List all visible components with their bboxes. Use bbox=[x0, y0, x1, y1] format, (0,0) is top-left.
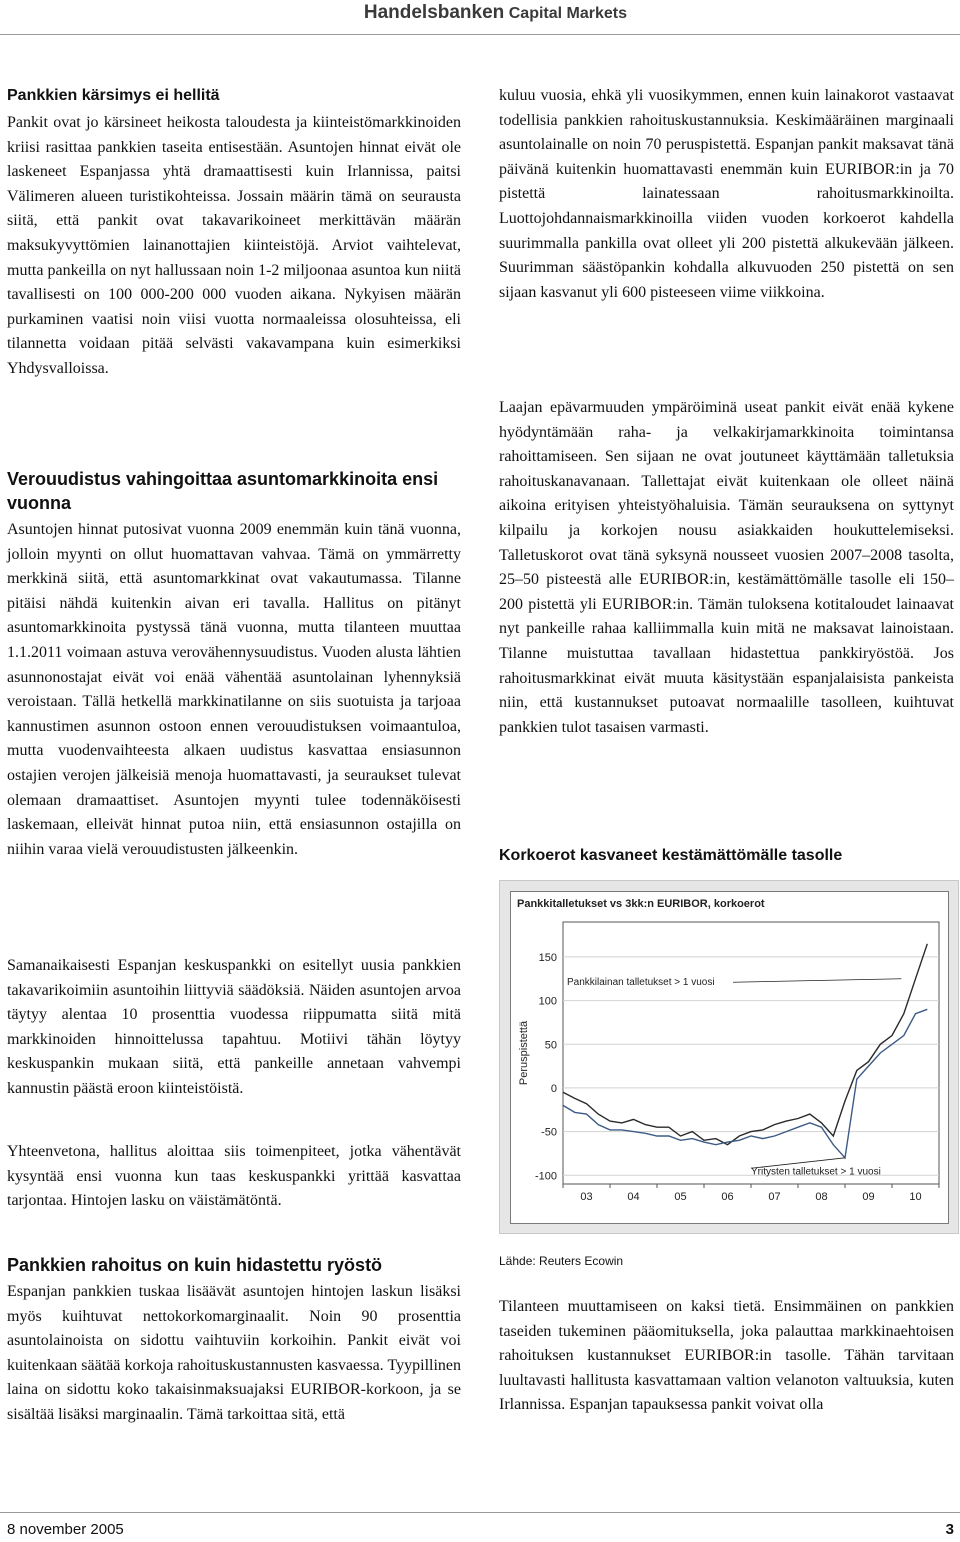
section-heading-banks-suffering: Pankkien kärsimys ei hellitä bbox=[7, 87, 220, 104]
y-axis-label: Peruspistettä bbox=[518, 1020, 530, 1086]
brand-unit: Capital Markets bbox=[508, 5, 627, 22]
paragraph-funding-continued: kuluu vuosia, ehkä yli vuosikymmen, ennen kuin lainakorot vastaavat todellisia pankkien rahoituskustannuksia. Keskimääräinen marginaali asuntolainalle on noin 70 peruspistettä. Espanjan pankit maksavat tänä päivänä kuitenkin huomattavasti enemmän kuin EURIBOR:in ja 70 pistettä lainatessaan rahoitusmarkkinoilta. Luottojohdannaismarkkinoilla viiden vuoden korkoerot kahdella suurimmalla pankilla ovat olleet yli 200 pistettä alkukevään jälkeen. Suurimman säästöpankin kohdalla alkuvuoden 250 pistettä on sen sijaan kasvanut yli 600 pisteeseen viime viikkoina. bbox=[499, 87, 954, 301]
paragraph-central-bank-rules: Samanaikaisesti Espanjan keskuspankki on esitellyt uusia pankkien takavarikoimiin asuntoihin liittyviä säädöksiä. Näiden asuntojen arvoa täytyy alentaa 10 prosenttia vuodessa riippumatta siitä mitä markkinoiden hinnoittelussa tapahtuu. Motiivi tähän löytyy keskuspankin mukaan siitä, että pankeille annetaan vahvempi kannustin päästä eroon kiinteistöistä. bbox=[7, 957, 461, 1097]
x-tick-label: 09 bbox=[862, 1191, 875, 1203]
plot-area bbox=[563, 922, 939, 1184]
y-tick-label: -50 bbox=[541, 1126, 557, 1139]
paragraph-bank-funding: Espanjan pankkien tuskaa lisäävät asuntojen hintojen laskun lisäksi myös kuihtuvat nettokorkomarginaalit. Noin 90 prosenttia asuntolainoista on sidottu vaihtuviin korkoihin. Pankit eivät voi kuitenkaan säätää korkoja rahoituskustannusten kasvaessa. Tyypillinen laina on sidottu koko takaisinmaksuajaksi EURIBOR-korkoon, ja se sisältää lisäksi marginaalin. Tämä tarkoittaa sitä, että bbox=[7, 1283, 461, 1423]
paragraph-banks-suffering: Pankit ovat jo kärsineet heikosta taloudesta ja kiinteistömarkkinoiden kriisi rasittaa pankkien taseita entisestään. Asuntojen hinnat eivät ole laskeneet Espanjassa yhtä dramaattisesti kuin Irlannissa, paitsi Välimeren alueen turistikohteissa. Jossain määrin tämä on seurausta siitä, että pankit ovat takavarikoineet merkittävän määrän maksukyvyttömien lainanottajien kiinteistöjä. Arviot vaihtelevat, mutta pankeilla on nyt hallussaan noin 1-2 miljoonaa asuntoa kun niitä tavallisesti on 100 000-200 000 vuoden aikana. Nykyisen määrän purkaminen vaatisi noin viisi vuotta normaaleissa olosuhteissa, eli tilannetta voidaan pitää selvästi vakavampana kuin esimerkiksi Yhdysvalloissa. bbox=[7, 114, 461, 377]
paragraph-summary: Yhteenvetona, hallitus aloittaa siis toimenpiteet, jotka vähentävät kysyntää ensi vuonna kun taas keskuspankki yrittää kasvattaa tarjontaa. Hintojen lasku on väistämätöntä. bbox=[7, 1143, 461, 1210]
paragraph-deposit-competition: Laajan epävarmuuden ympäröiminä useat pankit eivät enää kykene hyödyntämään raha- ja velkakirjamarkkinoita toimintansa rahoittamiseen. Sen sijaan ne ovat joutuneet käyttämään talletuksia rahoituskanavanaan. Tallettajat eivät kuitenkaan ole olleet näinä aikoina erityisen yhteistyöhaluisia. Tämän seurauksena on syttynyt kilpailu ja korkojen nousu asiakkaiden houkuttelemiseksi. Talletuskorot ovat tänä syksynä nousseet vuosien 2007–2008 tasolta, 25–50 pisteestä alle EURIBOR:in, kestämättömälle tasolle eli 150–200 pistettä yli EURIBOR:in. Tämän tuloksena kotitaloudet lainaavat nyt pankeille rahaa kalliimmalla kuin mitä ne maksavat lainoistaan. Tilanne muistuttaa tavallaan hidastettua pankkiryöstöä. Jos rahoitusmarkkinat eivät muuta käsitystään espanjalaisista pankeista niin, että kustannukset putoavat normaalille tasolleen, kuihtuvat pankkien tulot tasaisen varmasti. bbox=[499, 399, 954, 736]
paragraph-solutions: Tilanteen muuttamiseen on kaksi tietä. Ensimmäinen on pankkien taseiden tukeminen pääomituksella, joka palauttaa markkinaehtoisen rahoituksen kustannukset EURIBOR:in tasolle. Tähän tarvitaan luultavasti hallitusta kasvattamaan valtion velanoton valtuuksia, kuten Irlannissa. Espanjan tapauksessa pankit voivat olla bbox=[499, 1298, 954, 1414]
section-heading-bank-funding: Pankkien rahoitus on kuin hidastettu ryöstö bbox=[7, 1255, 383, 1275]
chart-title: Pankkitalletukset vs 3kk:n EURIBOR, korkoerot bbox=[517, 898, 765, 910]
page-number: 3 bbox=[945, 1521, 954, 1538]
annotation-bank-deposits: Pankkilainan talletukset > 1 vuosi bbox=[567, 976, 715, 988]
y-tick-label: 150 bbox=[538, 951, 557, 964]
y-tick-label: 0 bbox=[550, 1082, 557, 1095]
y-tick-label: 100 bbox=[538, 995, 557, 1008]
x-tick-label: 08 bbox=[815, 1191, 828, 1203]
annotation-corporate-deposits: Yritysten talletukset > 1 vuosi bbox=[751, 1166, 881, 1178]
footer-divider bbox=[0, 1512, 960, 1513]
section-heading-tax-reform: Verouudistus vahingoittaa asuntomarkkinoita ensi vuonna bbox=[7, 469, 439, 513]
brand-logo bbox=[364, 2, 627, 24]
spread-line-chart bbox=[511, 892, 948, 1223]
brand-name: Handelsbanken bbox=[363, 2, 505, 23]
chart-source: Lähde: Reuters Ecowin bbox=[499, 1254, 624, 1268]
y-tick-label: 50 bbox=[544, 1039, 557, 1052]
x-tick-label: 06 bbox=[721, 1191, 734, 1203]
x-tick-label: 04 bbox=[627, 1191, 640, 1203]
x-tick-label: 07 bbox=[768, 1191, 781, 1203]
chart-heading: Korkoerot kasvaneet kestämättömälle tasolle bbox=[499, 847, 843, 864]
paragraph-tax-reform: Asuntojen hinnat putosivat vuonna 2009 enemmän kuin tänä vuonna, jolloin myynti on ollut huomattavan vahvaa. Tämä on ymmärretty merkkinä siitä, että asuntomarkkinat ovat vakautumassa. Tilanne pitäisi nähdä kuitenkin aivan eri tavalla. Hallitus on pitänyt asuntomarkkinoita pystyssä tänä vuonna, mutta tilanteen muuttaa 1.1.2011 voimaan astuva verovähennysuudistus. Vuoden alusta lähtien asunnonostajat eivät voi enää vähentää asuntolainan lyhennyksiä veroistaan. Tällä hetkellä markkinatilanne on siis suotuista ja tarjoaa kannustimen asunnon ostoon ennen verouudistuksen voimaantuloa, mutta vuodenvaihteesta alkaen uudistus kasvattaa ensiasunnon ostajien verojen jälkeisiä menoja huomattavasti, ja seuraukset tulevat olemaan dramaattiset. Asuntojen myynti tulee todennäköisesti laskemaan, elleivät hinnat putoa niin, että ensiasunnon ostajilla on niihin varaa vielä verouudistusten jälkeenkin. bbox=[7, 521, 461, 858]
x-tick-label: 05 bbox=[674, 1191, 687, 1203]
page-header bbox=[0, 0, 960, 35]
footer-date: 8 november 2005 bbox=[7, 1521, 124, 1538]
chart-panel bbox=[510, 891, 949, 1224]
y-tick-label: -100 bbox=[534, 1170, 557, 1183]
chart-frame bbox=[499, 880, 959, 1234]
x-tick-label: 10 bbox=[909, 1191, 922, 1203]
x-tick-label: 03 bbox=[580, 1191, 593, 1203]
